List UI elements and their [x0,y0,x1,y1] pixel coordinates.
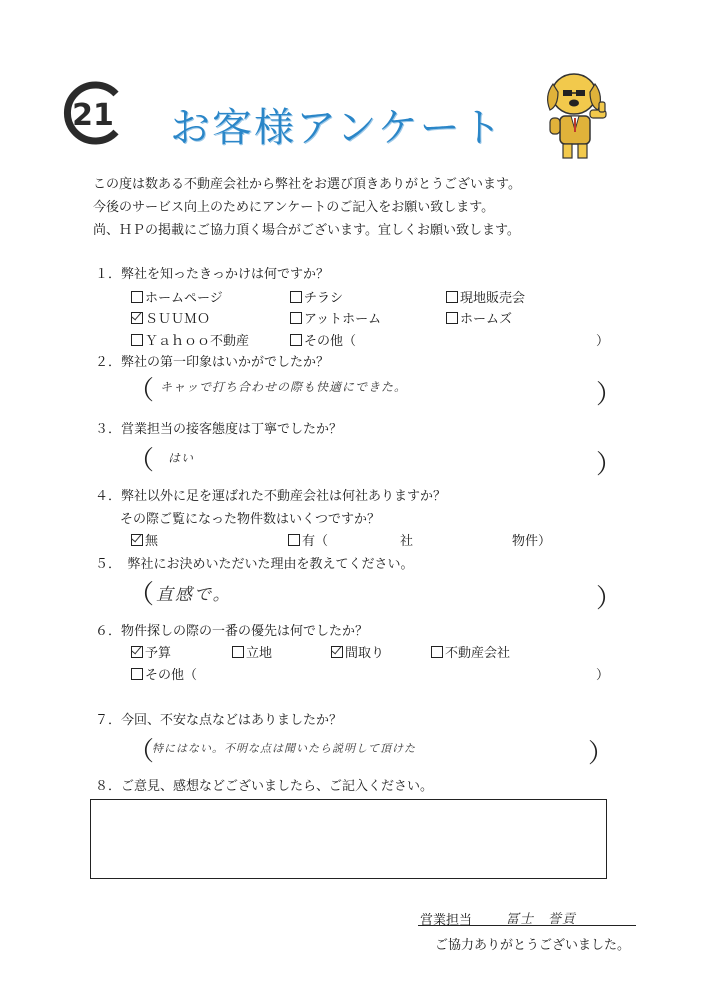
q2-answer[interactable]: キャッで打ち合わせの際も快適にできた。 [160,380,408,394]
comment-box[interactable] [90,799,607,879]
q6-option-other[interactable]: その他（ [131,664,197,683]
page-title: お客様アンケート [170,105,504,151]
q4-option-none[interactable]: 無 [131,530,158,549]
checkbox[interactable] [131,291,143,303]
q3-label: ３．営業担当の接客態度は丁寧でしたか？ [95,422,343,437]
q6-label: ６．物件探しの際の一番の優先は何でしたか？ [95,624,369,639]
q6-option-budget[interactable]: 予算 [131,642,171,661]
checkbox[interactable] [431,646,443,658]
q6-close-paren: ） [596,668,610,683]
checkbox-checked[interactable] [131,646,143,658]
q2-open-paren: （ [128,376,155,406]
q7-answer[interactable]: 特にはない。不明な点は聞いたら説明して頂けた [152,742,416,755]
q5-close-paren: ） [596,584,623,614]
signature-line [418,925,636,926]
q1-option-other[interactable]: その他（ [290,330,356,349]
q1-option-yahoo[interactable]: Ｙａｈｏｏ不動産 [131,330,249,349]
q4-option-yes[interactable]: 有（ [288,530,328,549]
q6-option-layout[interactable]: 間取り [331,642,384,661]
intro-line-3: 尚、ＨＰの掲載にご協力頂く場合がございます。宜しくお願い致します。 [93,223,520,238]
checkbox[interactable] [290,334,302,346]
q2-close-paren: ） [596,380,623,410]
q4-unit-company: 社 [400,534,414,549]
q7-open-paren: （ [128,737,155,767]
q3-close-paren: ） [596,450,623,480]
checkbox-checked[interactable] [131,534,143,546]
q5-label: ５． 弊社にお決めいただいた理由を教えてください。 [95,557,414,572]
q2-label: ２．弊社の第一印象はいかがでしたか？ [95,355,330,370]
q6-option-location[interactable]: 立地 [232,642,272,661]
q5-answer[interactable]: 直感で。 [156,585,232,605]
checkbox[interactable] [288,534,300,546]
q4-label: ４．弊社以外に足を運ばれた不動産会社は何社ありますか？ [95,489,447,504]
q1-option-homes[interactable]: ホームズ [446,308,512,327]
q1-option-open-house[interactable]: 現地販売会 [446,287,525,306]
intro-line-1: この度は数ある不動産会社から弊社をお選び頂きありがとうございます。 [93,177,521,192]
q6-option-agency[interactable]: 不動産会社 [431,642,510,661]
century21-logo [60,80,126,146]
q3-answer[interactable]: はい [168,451,195,465]
checkbox[interactable] [232,646,244,658]
q1-label: １．弊社を知ったきっかけは何ですか？ [95,267,330,282]
q5-open-paren: （ [128,580,155,610]
q3-open-paren: （ [128,446,155,476]
thanks-text: ご協力ありがとうございました。 [435,938,631,953]
checkbox[interactable] [446,291,458,303]
checkbox-checked[interactable] [131,312,143,324]
logo-text: 21 [72,98,114,133]
staff-label: 営業担当 [420,913,473,928]
checkbox-checked[interactable] [331,646,343,658]
dog-mascot-icon [538,66,616,162]
intro-line-2: 今後のサービス向上のためにアンケートのご記入をお願い致します。 [93,200,495,215]
checkbox[interactable] [290,312,302,324]
q7-label: ７．今回、不安な点などはありましたか？ [95,713,343,728]
q7-close-paren: ） [588,739,615,769]
q1-option-suumo[interactable]: ＳＵＵＭＯ [131,308,210,327]
q1-option-homepage[interactable]: ホームページ [131,287,223,306]
q1-option-athome[interactable]: アットホーム [290,308,381,327]
checkbox[interactable] [131,668,143,680]
q8-label: ８．ご意見、感想などございましたら、ご記入ください。 [95,779,434,794]
checkbox[interactable] [290,291,302,303]
q1-close-paren: ） [596,334,610,349]
checkbox[interactable] [446,312,458,324]
q1-option-flyer[interactable]: チラシ [290,287,343,306]
q4-sub-label: その際ご覧になった物件数はいくつですか？ [120,512,381,527]
staff-name[interactable]: 冨士 誉貢 [506,912,577,927]
checkbox[interactable] [131,334,143,346]
q4-unit-property: 物件） [512,534,552,549]
